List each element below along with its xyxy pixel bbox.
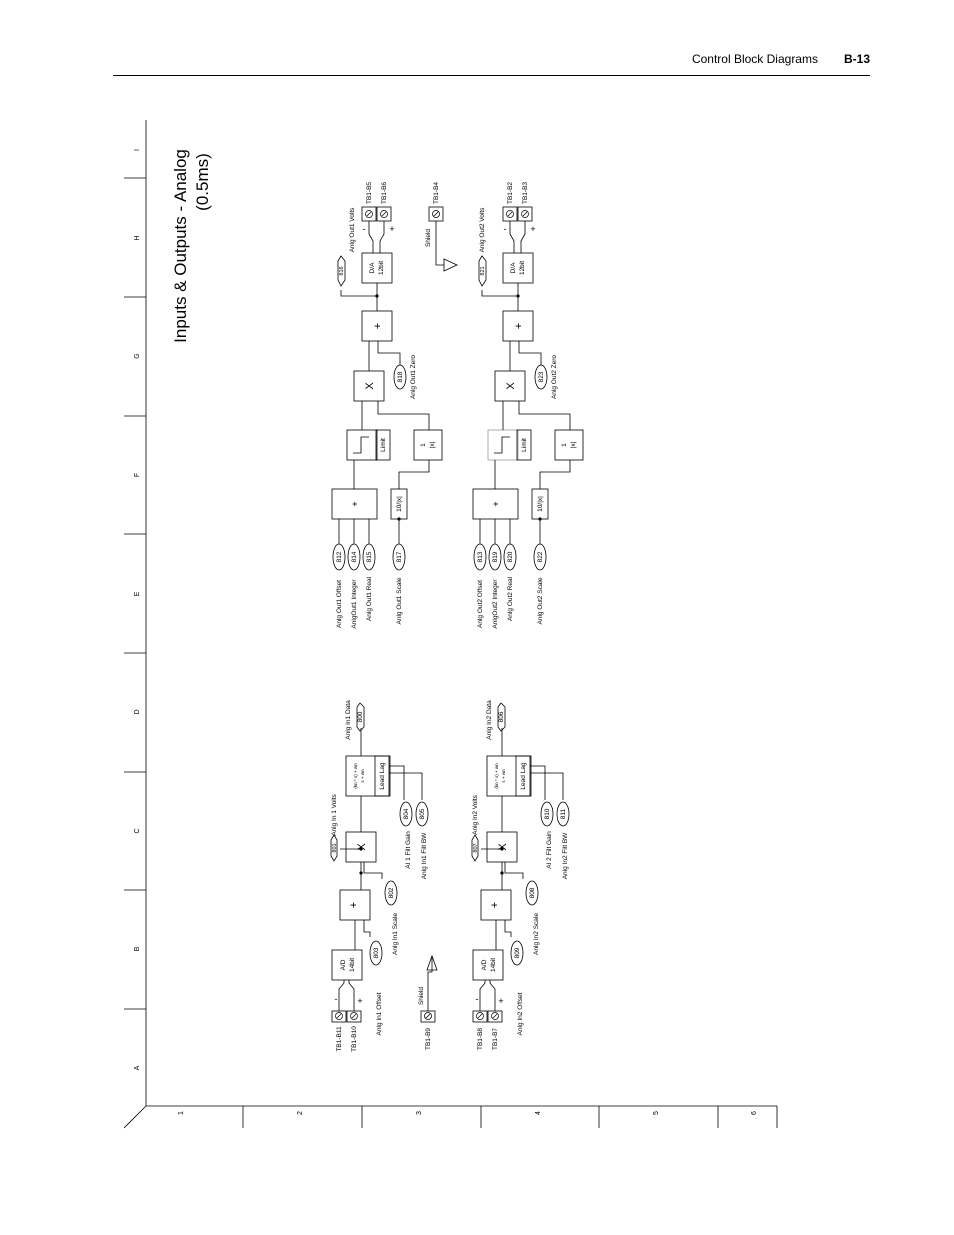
- terminal-b9: TB1-B9: [425, 1027, 432, 1051]
- param-815: 815: [366, 551, 373, 563]
- sum-block: +: [350, 501, 360, 507]
- label-anlg-in2-data: Anlg In2 Data: [486, 700, 493, 740]
- param-818: 818: [397, 371, 404, 383]
- analog-input-1: [331, 700, 428, 1052]
- lead-lag-formula-numerator: (kn * s) + wn: [353, 763, 358, 789]
- ad-converter-label: A/D: [340, 959, 347, 971]
- frame-labels: [134, 149, 758, 1115]
- minus-sign: -: [334, 994, 338, 1004]
- label-anlg-out1-zero: Anlg Out1 Zero: [410, 354, 417, 400]
- terminal-b2: TB1-B2: [507, 181, 514, 205]
- shield-output: [425, 182, 457, 271]
- sum-block: +: [489, 901, 501, 909]
- multiply-block: X: [505, 382, 517, 390]
- terminal-b5: TB1-B5: [366, 181, 373, 205]
- param-822: 822: [537, 551, 544, 563]
- junction-dot: [516, 294, 519, 297]
- terminal-b6: TB1-B6: [381, 181, 388, 205]
- limit-label: Limit: [380, 438, 387, 452]
- inverse-denominator: |x|: [429, 441, 436, 449]
- section-title: Control Block Diagrams: [691, 52, 818, 66]
- plus-sign: +: [498, 996, 504, 1006]
- label-anlg-out1-scale: Anlg Out1 Scale: [396, 577, 403, 625]
- sum-block: +: [348, 901, 360, 909]
- col-label-2: 2: [297, 1111, 304, 1115]
- label-anlg-out1-volts: Anlg Out1 Volts: [349, 207, 356, 253]
- terminal-b8: TB1-B8: [477, 1027, 484, 1051]
- junction-dot: [538, 517, 541, 520]
- minus-sign: -: [503, 224, 507, 234]
- param-807: 807: [473, 843, 479, 853]
- inverse-numerator: 1: [420, 443, 427, 447]
- param-811: 811: [560, 808, 567, 820]
- da-converter-label: D/A: [510, 262, 517, 274]
- junction-dot: [375, 294, 378, 297]
- row-label-c: C: [134, 828, 141, 834]
- col-label-6: 6: [751, 1111, 758, 1115]
- diagram-frame: [124, 120, 777, 1128]
- terminal-b11: TB1-B11: [336, 1026, 343, 1052]
- param-821: 821: [480, 266, 486, 276]
- label-anlg-out2-real: Anlg Out2 Real: [507, 576, 514, 622]
- junction-dot: [500, 871, 503, 874]
- label-anlg-out1-real: Anlg Out1 Real: [366, 576, 373, 622]
- row-label-h: H: [134, 235, 141, 241]
- param-820: 820: [507, 551, 514, 563]
- multiply-block: X: [497, 843, 509, 851]
- plus-sign: +: [389, 224, 395, 234]
- shield-in-label: Shield: [418, 986, 425, 1006]
- sum-block-2: +: [513, 322, 525, 330]
- param-812: 812: [336, 551, 343, 563]
- param-800: 800: [357, 711, 364, 723]
- plus-sign: +: [530, 224, 536, 234]
- lead-lag-label: Lead Lag: [520, 762, 527, 790]
- col-label-5: 5: [653, 1111, 660, 1115]
- minus-sign: -: [362, 224, 366, 234]
- label-anlg-in2-filt-bw: Anlg In2 Filt BW: [562, 832, 569, 880]
- row-label-a: A: [134, 1065, 141, 1071]
- da-resolution-label: 12bit: [378, 260, 385, 276]
- title-line-1: Inputs & Outputs - Analog: [171, 149, 190, 343]
- param-802: 802: [388, 887, 395, 899]
- ad-resolution-label: 14bit: [490, 957, 497, 973]
- junction-dot: [397, 517, 400, 520]
- sum-block: +: [491, 501, 501, 507]
- junction-dot: [359, 871, 362, 874]
- param-805: 805: [419, 808, 426, 820]
- row-label-i: I: [134, 149, 141, 151]
- param-809: 809: [514, 947, 521, 959]
- label-anlg-in1-data: Anlg In1 Data: [345, 700, 352, 740]
- param-808: 808: [529, 887, 536, 899]
- param-804: 804: [403, 808, 410, 820]
- lead-lag-formula-denominator: s + wn: [501, 769, 506, 783]
- param-819: 819: [492, 551, 499, 563]
- lead-lag-formula-denominator: s + wn: [360, 769, 365, 783]
- page-number: B-13: [843, 52, 870, 66]
- label-anlgout1-integer: AnlgOut1 Integer: [351, 579, 358, 629]
- col-label-4: 4: [535, 1111, 542, 1115]
- label-ai1-filt-gain: AI 1 Filt Gain: [405, 831, 412, 869]
- analog-output-1: [332, 182, 442, 629]
- col-label-1: 1: [178, 1111, 185, 1115]
- minus-sign: -: [475, 994, 479, 1004]
- analog-output-2: [473, 182, 583, 629]
- ad-converter-label: A/D: [481, 959, 488, 971]
- param-806: 806: [498, 711, 505, 723]
- multiply-block: X: [364, 382, 376, 390]
- lead-lag-formula-numerator: (kn * s) + wn: [494, 763, 499, 789]
- label-anlg-in1-volts: Anlg In 1 Volts: [331, 794, 338, 836]
- da-resolution-label: 12bit: [519, 260, 526, 276]
- label-anlg-out2-scale: Anlg Out2 Scale: [537, 577, 544, 625]
- label-anlg-in1-scale: Anlg In1 Scale: [392, 913, 399, 955]
- param-817: 817: [396, 551, 403, 563]
- label-anlg-in2-volts: Anlg In2 Volts: [472, 795, 479, 835]
- label-anlg-out1-offset: Anlg Out1 Offset: [336, 580, 343, 628]
- multiply-block: X: [356, 843, 368, 851]
- limit-label: Limit: [521, 438, 528, 452]
- label-anlg-in1-filt-bw: Anlg In1 Filt BW: [421, 832, 428, 880]
- lead-lag-label: Lead Lag: [379, 762, 386, 790]
- param-814: 814: [351, 551, 358, 563]
- param-810: 810: [544, 808, 551, 820]
- col-label-3: 3: [416, 1111, 423, 1115]
- label-anlg-in2-scale: Anlg In2 Scale: [533, 913, 540, 955]
- param-803: 803: [373, 947, 380, 959]
- param-816: 816: [339, 266, 345, 276]
- label-anlg-out2-volts: Anlg Out2 Volts: [479, 207, 486, 253]
- param-823: 823: [538, 371, 545, 383]
- row-label-b: B: [134, 946, 141, 952]
- param-813: 813: [477, 551, 484, 563]
- terminal-b3: TB1-B3: [522, 181, 529, 205]
- da-converter-label: D/A: [369, 262, 376, 274]
- inverse-numerator: 1: [561, 443, 568, 447]
- analog-input-2: [472, 700, 569, 1050]
- title-line-2: (0.5ms): [193, 153, 212, 211]
- scale-10-over-x: 10/|x|: [396, 496, 403, 512]
- row-label-d: D: [134, 709, 141, 715]
- row-label-g: G: [134, 353, 141, 359]
- shield-out-label: Shield: [425, 228, 432, 248]
- terminal-b4: TB1-B4: [433, 181, 440, 205]
- row-label-f: F: [134, 472, 141, 478]
- sum-block-2: +: [372, 322, 384, 330]
- inverse-denominator: |x|: [570, 441, 577, 449]
- param-801: 801: [332, 843, 338, 853]
- scale-10-over-x: 10/|x|: [537, 496, 544, 512]
- terminal-b7: TB1-B7: [492, 1027, 499, 1051]
- row-label-e: E: [134, 591, 141, 597]
- label-anlg-out2-zero: Anlg Out2 Zero: [551, 354, 558, 400]
- label-ai2-filt-gain: AI 2 Filt Gain: [546, 831, 553, 869]
- terminal-b10: TB1-B10: [351, 1026, 358, 1052]
- ad-resolution-label: 14bit: [349, 957, 356, 973]
- label-anlg-in2-offset: Anlg In2 Offset: [517, 992, 524, 1036]
- plus-sign: +: [357, 996, 363, 1006]
- label-anlg-out2-offset: Anlg Out2 Offset: [477, 580, 484, 628]
- label-anlgout2-integer: AnlgOut2 Integer: [492, 579, 499, 629]
- shield-input: [418, 956, 437, 1050]
- label-anlg-in1-offset: Anlg In1 Offset: [376, 992, 383, 1036]
- diagram-title: [171, 149, 212, 343]
